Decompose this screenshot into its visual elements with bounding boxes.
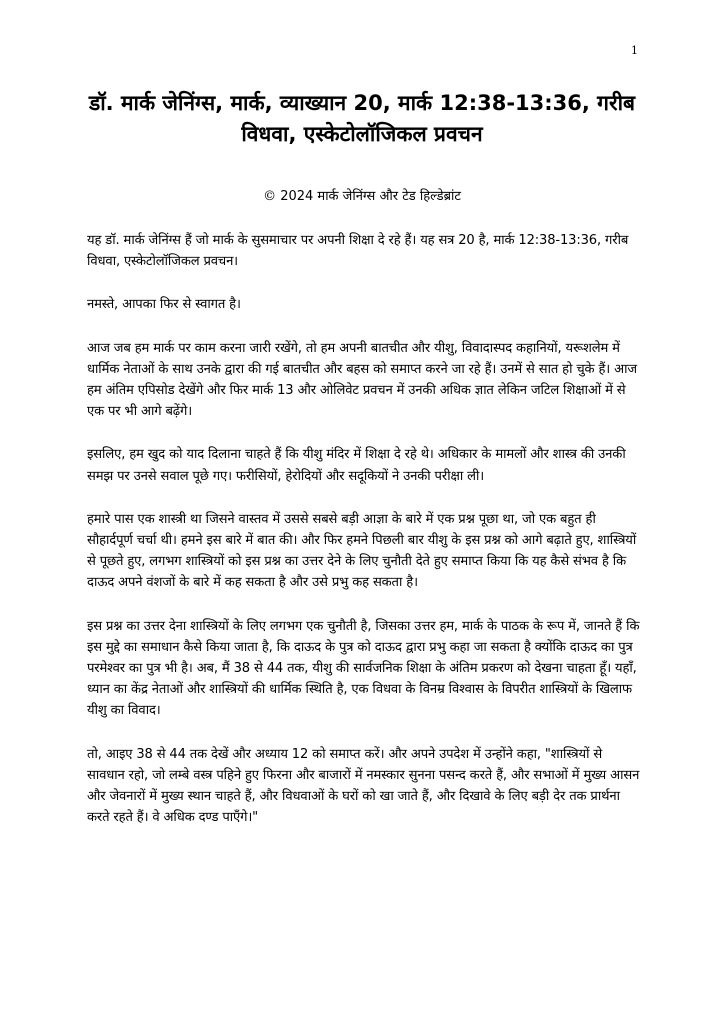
paragraph-intro: यह डॉ. मार्क जेनिंग्स हैं जो मार्क के सुसमाचार पर अपनी शिक्षा दे रहे हैं। यह सत्र 20 है, मार्क 12:38-13:36, गरीब विधवा, एस्केटोलॉजिकल प्रवचन। [87, 233, 629, 270]
paragraph: हमारे पास एक शास्त्री था जिसने वास्तव में उससे सबसे बड़ी आज्ञा के बारे में एक प्रश्न पूछा था, जो एक बहुत ही सौहार्दपूर्ण चर्चा थी। हमने इस बारे में बात की। और फिर हमने पिछली बार यीशु के इस प्रश्न को आगे बढ़ाते हुए, शास्त्रियों से पूछते हुए, लगभग शास्त्रियों को इस प्रश्न का उत्तर देने के लिए चुनौती देते हुए समाप्त किया कि यह कैसे संभव है कि दाऊद अपने वंशजों के बारे में कह सकता है और उसे प्रभु कह सकता है। [87, 511, 637, 591]
paragraph: तो, आइए 38 से 44 तक देखें और अध्याय 12 को समाप्त करें। और अपने उपदेश में उन्होंने कहा, "शास्त्रियों से सावधान रहो, जो लम्बे वस्त्र पहिने हुए फिरना और बाजारों में नमस्कार सुनना पसन्द करते हैं, और सभाओं में मुख्य आसन और जेवनारों में मुख्य स्थान चाहते हैं, और विधवाओं के घरों को खा जाते हैं, और दिखावे के लिए बड़ी देर तक प्रार्थना करते रहते हैं। वे अधिक दण्ड पाएँगे।" [87, 746, 640, 826]
copyright-symbol: © [263, 189, 277, 204]
page-number: 1 [631, 44, 638, 57]
paragraph: आज जब हम मार्क पर काम करना जारी रखेंगे, तो हम अपनी बातचीत और यीशु, विवादास्पद कहानियों, यरूशलेम में धार्मिक नेताओं के साथ उनके द्वारा की गई बातचीत और बहस को समाप्त करने जा रहे हैं। उनमें से सात हो चुके हैं। आज हम अंतिम एपिसोड देखेंगे और फिर मार्क 13 और ओलिवेट प्रवचन में उनकी अधिक ज्ञात लेकिन जटिल शिक्षाओं में से एक पर भी आगे बढ़ेंगे। [87, 340, 637, 420]
page-title: डॉ. मार्क जेनिंग्स, मार्क, व्याख्यान 20, मार्क 12:38-13:36, गरीब विधवा, एस्केटोलॉजिकल प्रवचन [88, 91, 636, 146]
body-text [87, 230, 643, 850]
paragraph-greeting: नमस्ते, आपका फिर से स्वागत है। [87, 297, 241, 313]
paragraph: इसलिए, हम खुद को याद दिलाना चाहते हैं कि यीशु मंदिर में शिक्षा दे रहे थे। अधिकार के मामलों और शास्त्र की उनकी समझ पर उनसे सवाल पूछे गए। फरीसियों, हेरोदियों और सदूकियों ने उनकी परीक्षा ली। [87, 447, 626, 484]
copyright-text: 2024 मार्क जेनिंग्स और टेड हिल्डेब्रांट [280, 189, 461, 204]
paragraph: इस प्रश्न का उत्तर देना शास्त्रियों के लिए लगभग एक चुनौती है, जिसका उत्तर हम, मार्क के पाठक के रूप में, जानते हैं कि इस मुद्दे का समाधान कैसे किया जाता है, कि दाऊद के पुत्र को दाऊद द्वारा प्रभु कहा जा सकता है क्योंकि दाऊद का पुत्र परमेश्वर का पुत्र भी है। अब, मैं 38 से 44 तक, यीशु की सार्वजनिक शिक्षा के अंतिम प्रकरण को देखना चाहता हूँ। यहाँ, ध्यान का केंद्र नेताओं और शास्त्रियों की धार्मिक स्थिति है, एक विधवा के विनम्र विश्वास के विपरीत शास्त्रियों के खिलाफ यीशु का विवाद। [87, 618, 640, 719]
copyright-line [60, 188, 664, 206]
